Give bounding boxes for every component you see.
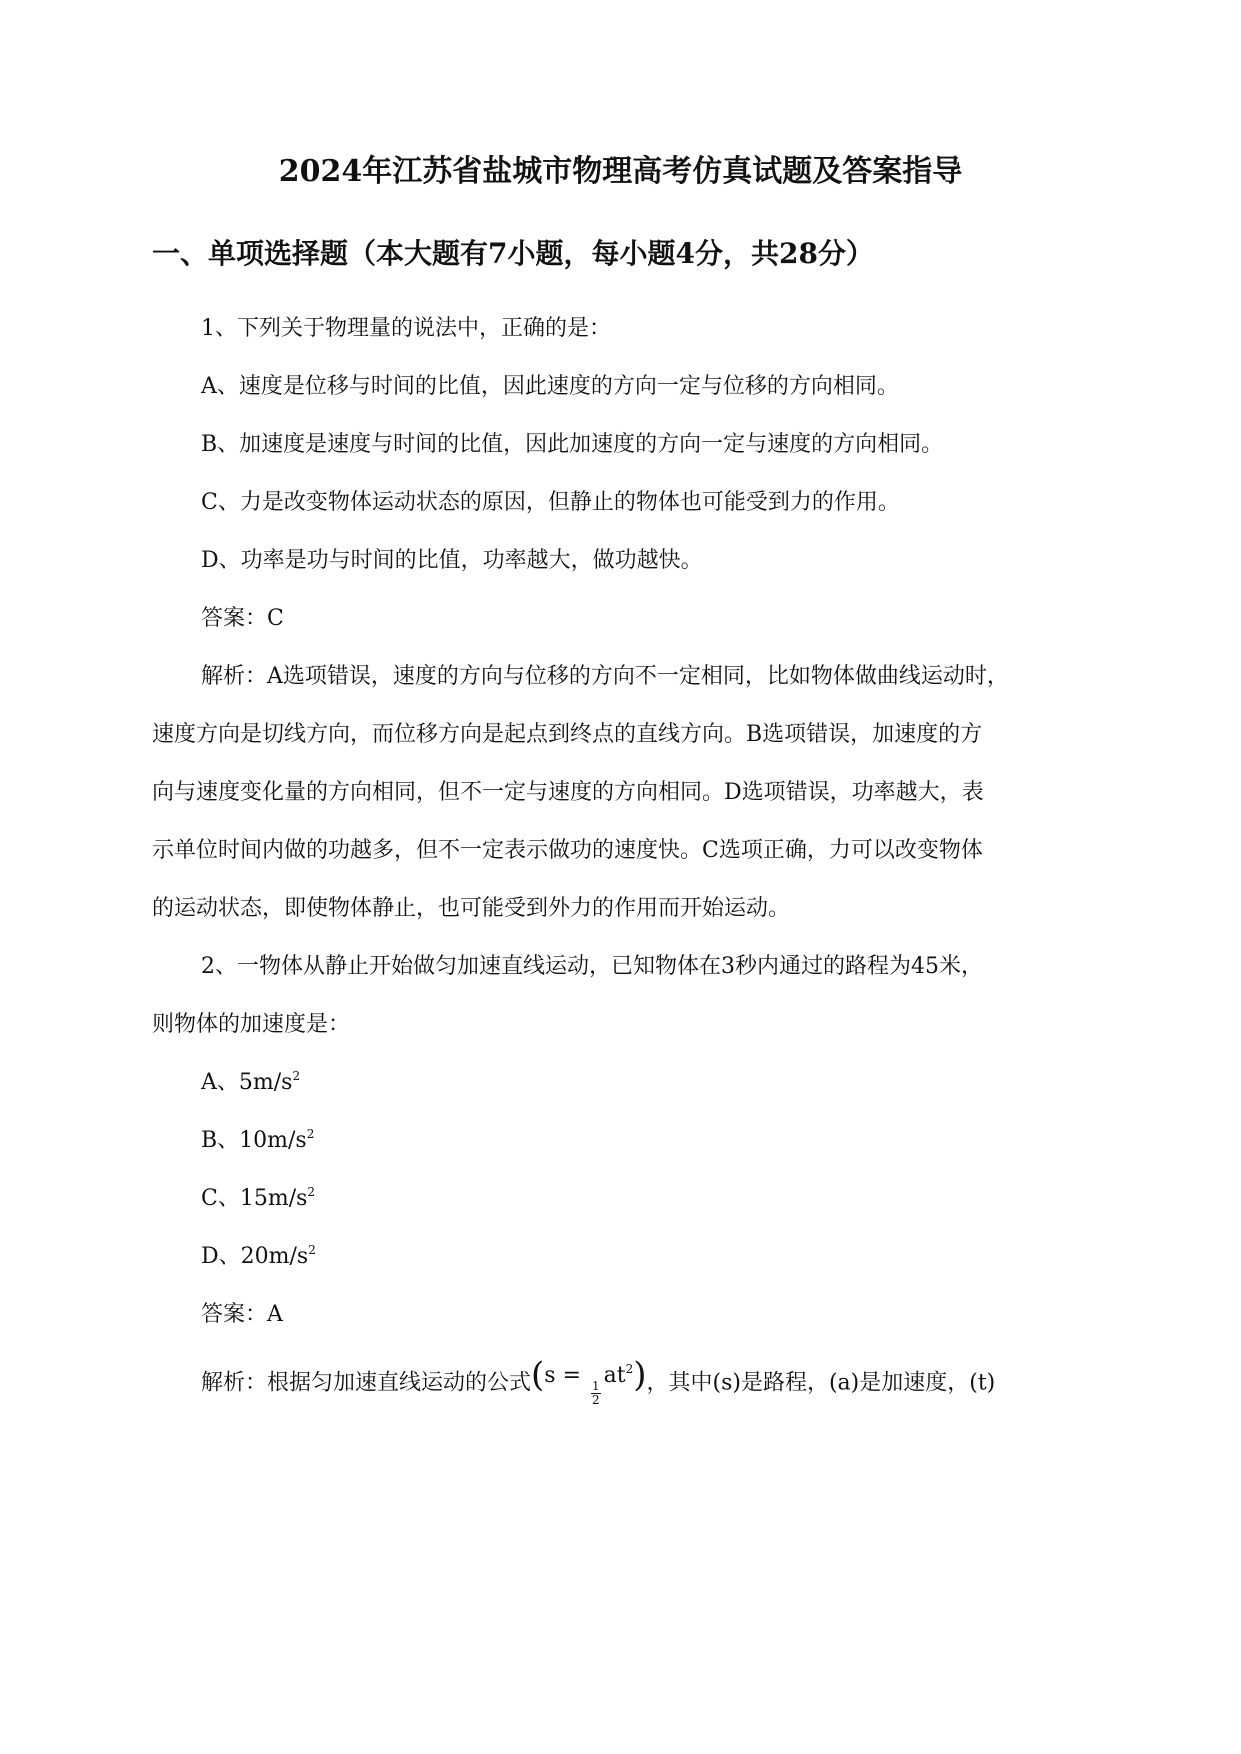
question-1-option-a: A、速度是位移与时间的比值，因此速度的方向一定与位移的方向相同。 bbox=[201, 374, 899, 399]
question-1-analysis-line: 示单位时间内做的功越多，但不一定表示做功的速度快。C选项正确，力可以改变物体 bbox=[152, 838, 983, 863]
question-1-answer: 答案：C bbox=[201, 606, 284, 631]
question-1-stem: 1、下列关于物理量的说法中，正确的是： bbox=[201, 316, 611, 341]
question-1-option-c: C、力是改变物体运动状态的原因，但静止的物体也可能受到力的作用。 bbox=[201, 490, 900, 515]
document-title: 2024年江苏省盐城市物理高考仿真试题及答案指导 bbox=[278, 154, 963, 189]
question-1-option-b: B、加速度是速度与时间的比值，因此加速度的方向一定与速度的方向相同。 bbox=[201, 432, 944, 457]
question-1-analysis-line: 解析：A选项错误，速度的方向与位移的方向不一定相同，比如物体做曲线运动时， bbox=[201, 664, 1009, 689]
question-2-option-c: C、$15m/s^2$ bbox=[201, 1185, 316, 1211]
question-2-analysis: 解析：根据匀加速直线运动的公式(s = $\frac{1}{2}$ $at^2$)，其中(s)是路程，(a)是加速度，(t) bbox=[201, 1355, 996, 1407]
question-2-stem: 2、一物体从静止开始做匀加速直线运动，已知物体在3秒内通过的路程为45米， bbox=[201, 954, 983, 979]
question-1-analysis-line: 速度方向是切线方向，而位移方向是起点到终点的直线方向。B选项错误，加速度的方 bbox=[152, 722, 983, 747]
question-2-option-d: D、$20m/s^2$ bbox=[201, 1243, 316, 1269]
fraction-one-half: $\frac{1}{2}$ bbox=[592, 1379, 600, 1407]
question-1-analysis-line: 的运动状态，即使物体静止，也可能受到外力的作用而开始运动。 bbox=[152, 896, 791, 921]
question-2-answer: 答案：A bbox=[201, 1302, 283, 1327]
question-2-stem-continued: 则物体的加速度是： bbox=[152, 1012, 351, 1037]
question-2-option-b: B、$10m/s^2$ bbox=[201, 1127, 315, 1153]
section-heading: 一、单项选择题（本大题有7小题，每小题4分，共28分） bbox=[152, 237, 874, 270]
kinematics-formula: (s = $\frac{1}{2}$ $at^2$) bbox=[531, 1355, 647, 1407]
question-1-analysis-line: 向与速度变化量的方向相同，但不一定与速度的方向相同。D选项错误，功率越大，表 bbox=[152, 780, 984, 805]
question-1-option-d: D、功率是功与时间的比值，功率越大，做功越快。 bbox=[201, 548, 703, 573]
question-2-option-a: A、$5m/s^2$ bbox=[201, 1069, 301, 1095]
